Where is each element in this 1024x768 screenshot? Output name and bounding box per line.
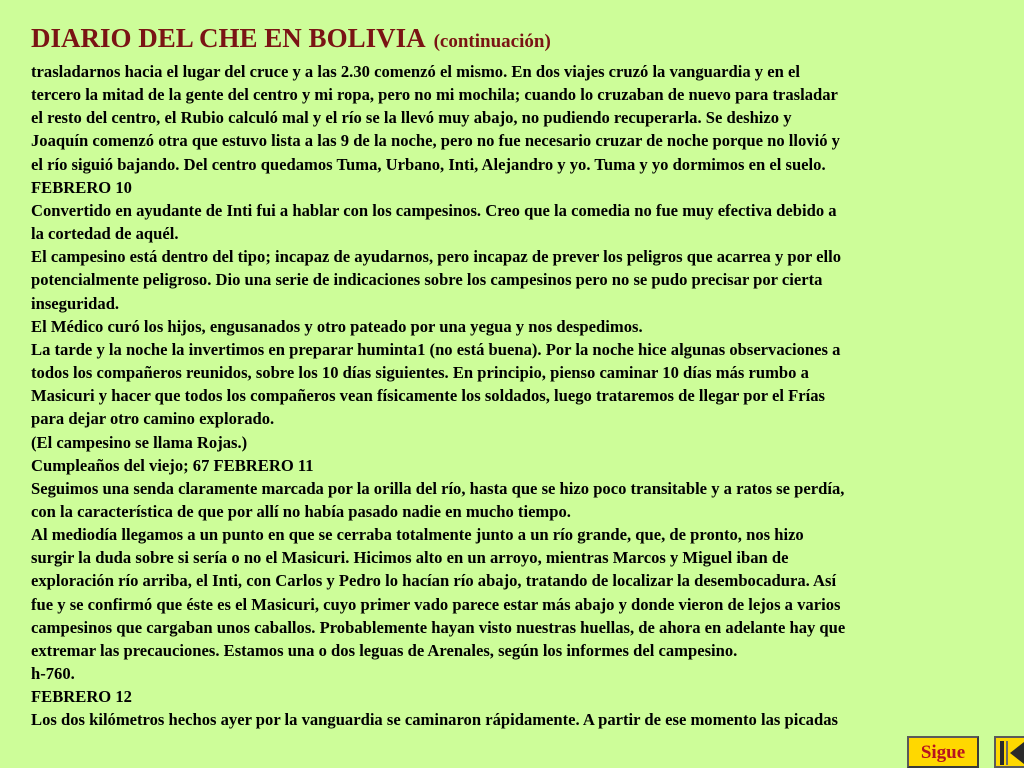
text-line: h-760. xyxy=(31,664,75,684)
text-line: la cortedad de aquél. xyxy=(31,224,179,244)
text-line: Cumpleaños del viejo; 67 FEBRERO 11 xyxy=(31,455,314,475)
text-line: fue y se confirmó que éste es el Masicuri, cuyo primer vado parece estar más abajo y donde vieron de lejos a varios xyxy=(31,594,841,614)
document-title xyxy=(31,20,551,52)
text-line: el río siguió bajando. Del centro quedamos Tuma, Urbano, Inti, Alejandro y yo. Tuma y yo dormimos en el suelo. xyxy=(31,154,826,174)
skip-to-end-button[interactable] xyxy=(994,736,1024,768)
text-line: exploración río arriba, el Inti, con Carlos y Pedro lo hacían río abajo, tratando de localizar la desembocadura. Así xyxy=(31,571,837,591)
text-line: Seguimos una senda claramente marcada por la orilla del río, hasta que se hizo poco transitable y a ratos se perdía, xyxy=(31,478,845,498)
text-line: La tarde y la noche la invertimos en preparar huminta1 (no está buena). Por la noche hice algunas observaciones a xyxy=(31,339,841,359)
title-subtitle: (continuación) xyxy=(433,31,551,52)
text-line: potencialmente peligroso. Dio una serie de indicaciones sobre los campesinos pero no se pudo precisar por cierta xyxy=(31,270,823,290)
text-line: campesinos que cargaban unos caballos. Probablemente hayan visto nuestras huellas, de ahora en adelante hay que xyxy=(31,617,846,637)
text-line: El campesino está dentro del tipo; incapaz de ayudarnos, pero incapaz de prever los peligros que acarrea y por ello xyxy=(31,247,842,267)
text-line: Convertido en ayudante de Inti fui a hablar con los campesinos. Creo que la comedia no fue muy efectiva debido a xyxy=(31,200,837,220)
text-line: FEBRERO 12 xyxy=(31,687,132,707)
text-line: trasladarnos hacia el lugar del cruce y a las 2.30 comenzó el mismo. En dos viajes cruzó la vanguardia y en el xyxy=(31,62,800,81)
text-line: El Médico curó los hijos, engusanados y otro pateado por una yegua y nos despedimos. xyxy=(31,316,643,336)
text-line: el resto del centro, el Rubio calculó mal y el río se la llevó muy abajo, no pudiendo recuperarla. Se deshizo y xyxy=(31,108,792,128)
text-line: inseguridad. xyxy=(31,293,120,313)
diary-body-text xyxy=(31,60,1011,732)
text-line: surgir la duda sobre si sería o no el Masicuri. Hicimos alto en un arroyo, mientras Marcos y Miguel iban de xyxy=(31,548,789,568)
text-line: todos los compañeros reunidos, sobre los 10 días siguientes. En principio, pienso caminar 10 días más rumbo a xyxy=(31,363,809,383)
text-line: para dejar otro camino explorado. xyxy=(31,409,275,429)
text-line: Al mediodía llegamos a un punto en que se cerraba totalmente junto a un río grande, que, de pronto, nos hizo xyxy=(31,525,804,545)
text-line: extremar las precauciones. Estamos una o dos leguas de Arenales, según los informes del campesino. xyxy=(31,640,738,660)
next-button[interactable]: Sigue xyxy=(907,736,979,768)
text-line: Masicuri y hacer que todos los compañeros vean físicamente los soldados, luego trataremos de llegar por el Frías xyxy=(31,386,825,406)
skip-to-end-icon xyxy=(996,738,1024,768)
text-line: con la característica de que por allí no había pasado nadie en mucho tiempo. xyxy=(31,501,571,521)
text-line: (El campesino se llama Rojas.) xyxy=(31,432,248,452)
text-line: Los dos kilómetros hechos ayer por la vanguardia se caminaron rápidamente. A partir de ese momento las picadas xyxy=(31,710,838,730)
text-line: Joaquín comenzó otra que estuvo lista a las 9 de la noche, pero no fue necesario cruzar de noche porque no llovió y xyxy=(31,131,840,151)
text-line: tercero la mitad de la gente del centro y mi ropa, pero no mi mochila; cuando lo cruzaban de nuevo para trasladar xyxy=(31,85,838,105)
text-line: FEBRERO 10 xyxy=(31,177,132,197)
title-main: DIARIO DEL CHE EN BOLIVIA xyxy=(31,23,426,53)
